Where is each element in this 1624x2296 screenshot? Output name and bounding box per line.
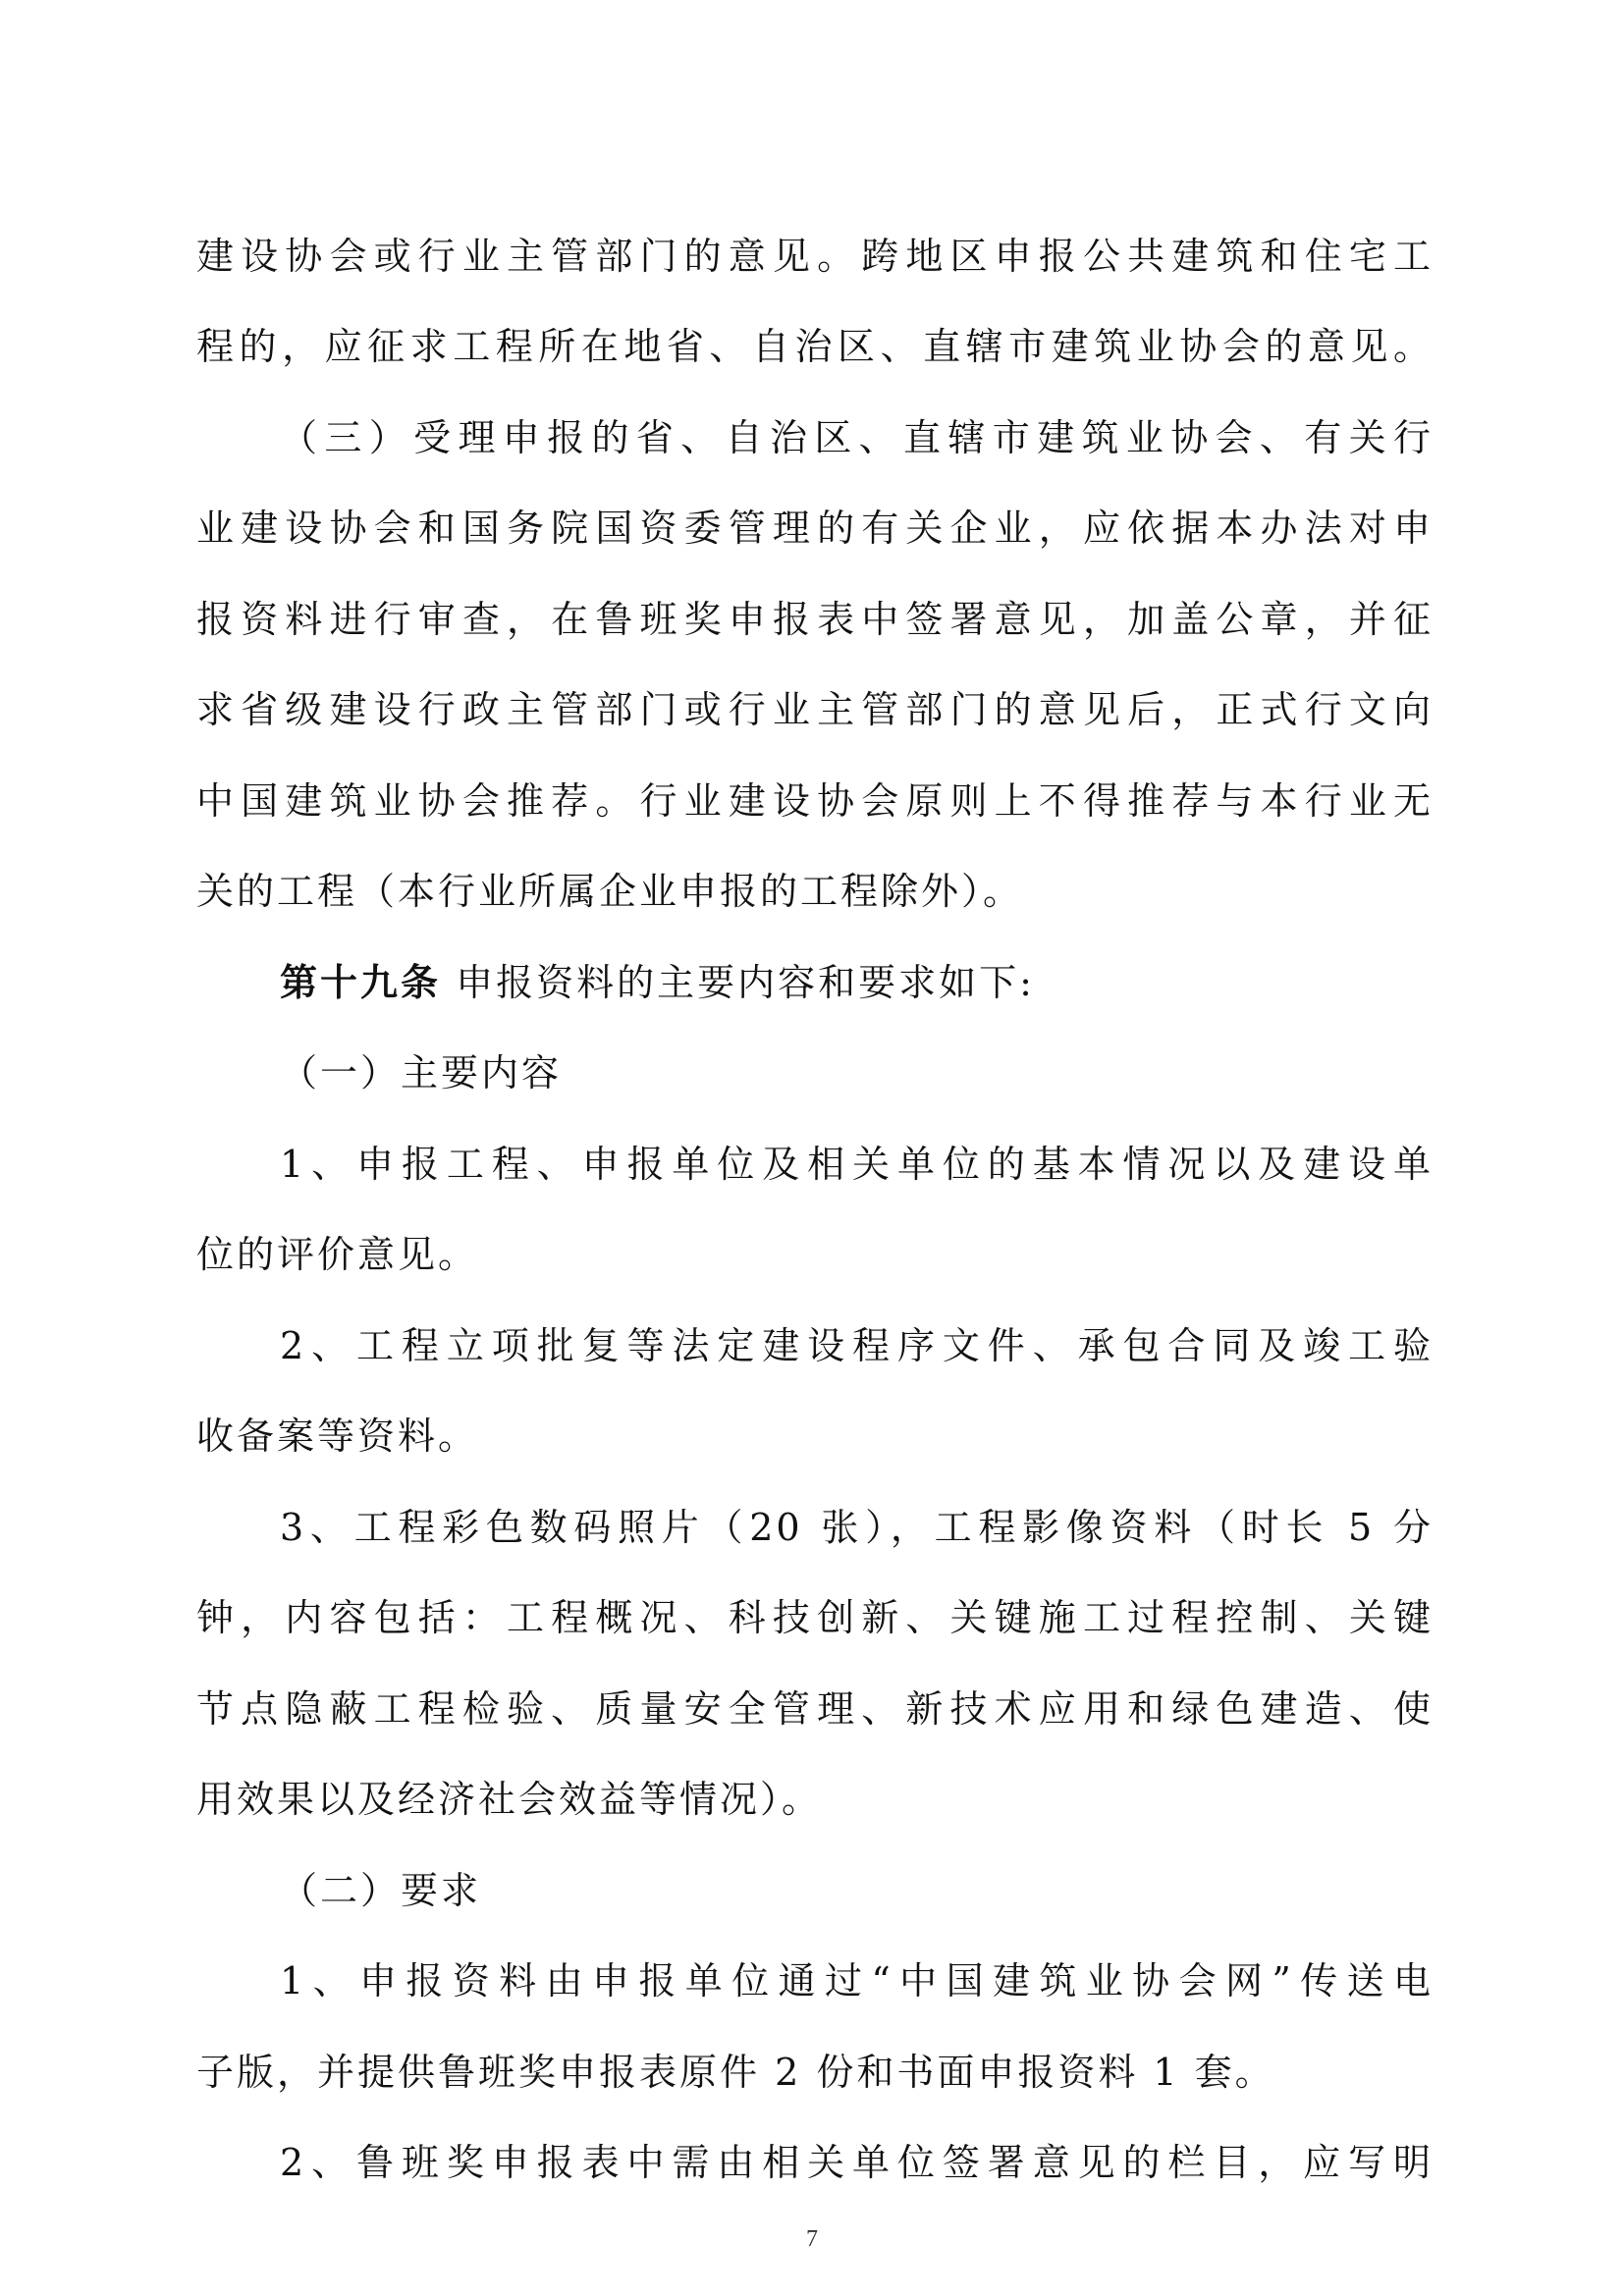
paragraph-line: 收备案等资料。 (196, 1415, 479, 1458)
paragraph-line: 关的工程（本行业所属企业申报的工程除外）。 (196, 870, 1024, 913)
paragraph-line: （三）受理申报的省、自治区、直辖市建筑业协会、有关行 (280, 416, 1434, 459)
paragraph-line: 用效果以及经济社会效益等情况）。 (196, 1778, 823, 1821)
paragraph-line: 位的评价意见。 (196, 1233, 479, 1276)
article-line (280, 955, 1434, 1010)
paragraph-line: 业建设协会和国务院国资委管理的有关企业，应依据本办法对申 (196, 507, 1434, 550)
paragraph-line: 子版，并提供鲁班奖申报表原件 2 份和书面申报资料 1 套。 (196, 2051, 1275, 2094)
paragraph-line: 2、工程立项批复等法定建设程序文件、承包合同及竣工验 (280, 1324, 1434, 1367)
paragraph-line: 节点隐蔽工程检验、质量安全管理、新技术应用和绿色建造、使 (196, 1687, 1434, 1731)
paragraph-line: 程的，应征求工程所在地省、自治区、直辖市建筑业协会的意见。 (196, 325, 1434, 368)
paragraph-line: 中国建筑业协会推荐。行业建设协会原则上不得推荐与本行业无 (196, 779, 1434, 823)
paragraph-line: 建设协会或行业主管部门的意见。跨地区申报公共建筑和住宅工 (196, 235, 1434, 278)
paragraph-line: 1、申报工程、申报单位及相关单位的基本情况以及建设单 (280, 1143, 1434, 1186)
paragraph-line: 报资料进行审查，在鲁班奖申报表中签署意见，加盖公章，并征 (196, 598, 1434, 641)
page-number: 7 (806, 2226, 818, 2252)
paragraph-line: 3、工程彩色数码照片（20 张），工程影像资料（时长 5 分 (280, 1506, 1434, 1549)
section-heading: （一）主要内容 (280, 1051, 563, 1095)
paragraph-line: 2、鲁班奖申报表中需由相关单位签署意见的栏目，应写明 (280, 2141, 1434, 2184)
paragraph-line: 钟，内容包括：工程概况、科技创新、关键施工过程控制、关键 (196, 1596, 1434, 1639)
article-heading: 第十九条 (280, 960, 442, 1004)
section-heading: （二）要求 (280, 1869, 482, 1912)
article-text: 申报资料的主要内容和要求如下: (456, 961, 1035, 1004)
paragraph-line: 求省级建设行政主管部门或行业主管部门的意见后，正式行文向 (196, 688, 1434, 731)
paragraph-line: 1、申报资料由申报单位通过“中国建筑业协会网”传送电 (280, 1959, 1434, 2002)
